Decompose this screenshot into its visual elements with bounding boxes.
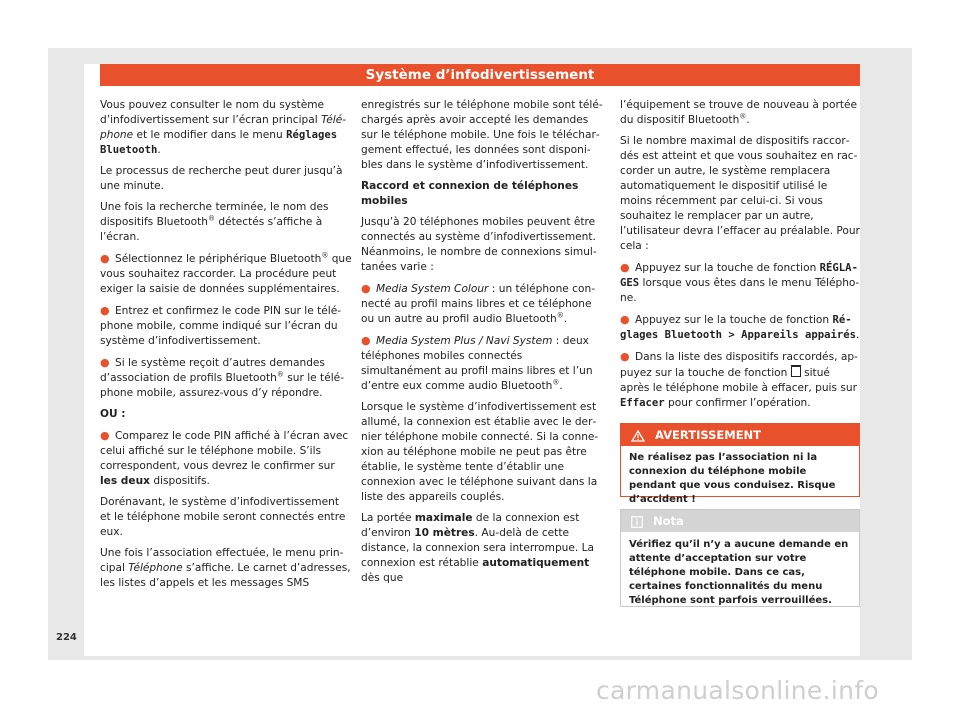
bullet-item: ● Sélectionnez le périphérique Bluetooth® que vous souhaitez raccorder. La procédure peut exiger la saisie de données supplémentaires. xyxy=(100,251,352,295)
warning-text: Ne réalisez pas l’association ni la connexion du téléphone mobile pendant que vous conduisez. Risque d’accident ! xyxy=(629,452,836,505)
bullet-item: ● Appuyez sur la touche de fonction RÉGLAGES lorsque vous êtes dans le menu Téléphone. xyxy=(620,261,860,304)
warning-box xyxy=(620,423,860,505)
warning-title: AVERTISSEMENT xyxy=(655,428,762,442)
paragraph: Lorsque le système d’infodivertissement est allumé, la connexion est établie avec le dernier téléphone mobile connecté. Si la connexion au téléphone mobile ne peut pas être établie, le système tente d’établir une connexion avec le téléphone suivant dans la liste des appareils couplés. xyxy=(361,401,599,503)
column-2 xyxy=(361,98,603,592)
bullet-icon: ● xyxy=(361,334,371,347)
note-header xyxy=(621,510,859,532)
trash-icon xyxy=(791,365,801,377)
note-box xyxy=(620,509,860,607)
info-icon xyxy=(631,516,643,528)
bullet-item: ● Si le système reçoit d’autres demandes d’association de profils Bluetooth® sur le téléphone mobile, assurez-vous d’y répondre. xyxy=(100,356,345,399)
paragraph: Une fois l’association effectuée, le menu principal Téléphone s’affiche. Le carnet d’adresses, les listes d’appels et les messages SMS xyxy=(100,547,351,589)
note-title: Nota xyxy=(653,514,684,528)
warning-triangle-icon xyxy=(631,430,645,442)
bullet-item: ● Media System Plus / Navi System : deux téléphones mobiles connectés simultanément au profil mains libres et l’un d’entre eux comme audio Bluetooth®. xyxy=(361,334,593,392)
bullet-icon: ● xyxy=(100,304,110,317)
bullet-item: ● Entrez et confirmez le code PIN sur le téléphone mobile, comme indiqué sur l’écran du système d’infodivertissement. xyxy=(100,304,342,347)
bullet-icon: ● xyxy=(361,282,371,295)
note-text: Vérifiez qu’il n’y a aucune demande en attente d’acceptation sur votre téléphone mobile. Dans ce cas, certaines fonctionnalités du menu Téléphone sont parfois verrouillées. xyxy=(629,539,849,606)
column-1 xyxy=(100,98,352,597)
paragraph: Le processus de recherche peut durer jusqu’à une minute. xyxy=(100,165,343,192)
bullet-icon: ● xyxy=(620,261,630,274)
bullet-item: ● Comparez le code PIN affiché à l’écran avec celui affiché sur le téléphone mobile. S’ils correspondent, vous devrez le confirmer sur les deux dispositifs. xyxy=(100,429,349,487)
bullet-icon: ● xyxy=(100,356,110,369)
page-number: 224 xyxy=(56,632,77,643)
paragraph: Une fois la recherche terminée, le nom des dispositifs Bluetooth® détectés s’affiche à l’écran. xyxy=(100,201,329,243)
watermark: carmanualsonline.info xyxy=(596,676,879,705)
bullet-item: ● Dans la liste des dispositifs raccordés, appuyez sur la touche de fonction situé après le téléphone mobile à effacer, puis sur Effacer pour confirmer l’opération. xyxy=(620,350,858,409)
or-label: OU : xyxy=(100,408,126,420)
paragraph: Jusqu’à 20 téléphones mobiles peuvent être connectés au système d’infodivertissement. Néanmoins, le nombre de connexions simultanées varie : xyxy=(361,216,597,273)
paragraph: Dorénavant, le système d’infodivertissement et le téléphone mobile seront connectés entre eux. xyxy=(100,496,346,538)
section-heading: Raccord et connexion de téléphones mobiles xyxy=(361,180,579,207)
column-3 xyxy=(620,98,860,417)
paragraph: La portée maximale de la connexion est d’environ 10 mètres. Au-delà de cette distance, la connexion sera interrompue. La connexion est rétablie automatiquement dès que xyxy=(361,512,595,584)
paragraph: Vous pouvez consulter le nom du système d’infodivertissement sur l’écran principal Téléphone et le modifier dans le menu Réglages Bluetooth. xyxy=(100,99,347,156)
bullet-item: ● Media System Colour : un téléphone connecté au profil mains libres et ce téléphone ou un autre au profil audio Bluetooth®. xyxy=(361,282,596,325)
bullet-icon: ● xyxy=(620,313,630,326)
paragraph: enregistrés sur le téléphone mobile sont téléchargés après avoir accepté les demandes sur le téléphone mobile. Une fois le téléchargement effectué, les données sont disponibles dans le système d’infodivertissement. xyxy=(361,99,603,171)
bullet-icon: ● xyxy=(620,350,630,363)
warning-header xyxy=(621,424,859,446)
bullet-item: ● Appuyez sur le la touche de fonction Réglages Bluetooth > Appareils appairés. xyxy=(620,313,860,341)
bullet-icon: ● xyxy=(100,429,110,442)
paragraph: Si le nombre maximal de dispositifs raccordés est atteint et que vous souhaitez en raccorder un autre, le système remplacera automatiquement le dispositif utilisé le moins récemment par celui-ci. Si vous souhaitez le remplacer par un autre, l’utilisateur devra l’effacer au préalable. Pour cela : xyxy=(620,135,860,252)
bullet-icon: ● xyxy=(100,252,110,265)
paragraph: l’équipement se trouve de nouveau à portée du dispositif Bluetooth®. xyxy=(620,99,858,126)
section-header: Système d’infodivertissement xyxy=(100,64,860,86)
